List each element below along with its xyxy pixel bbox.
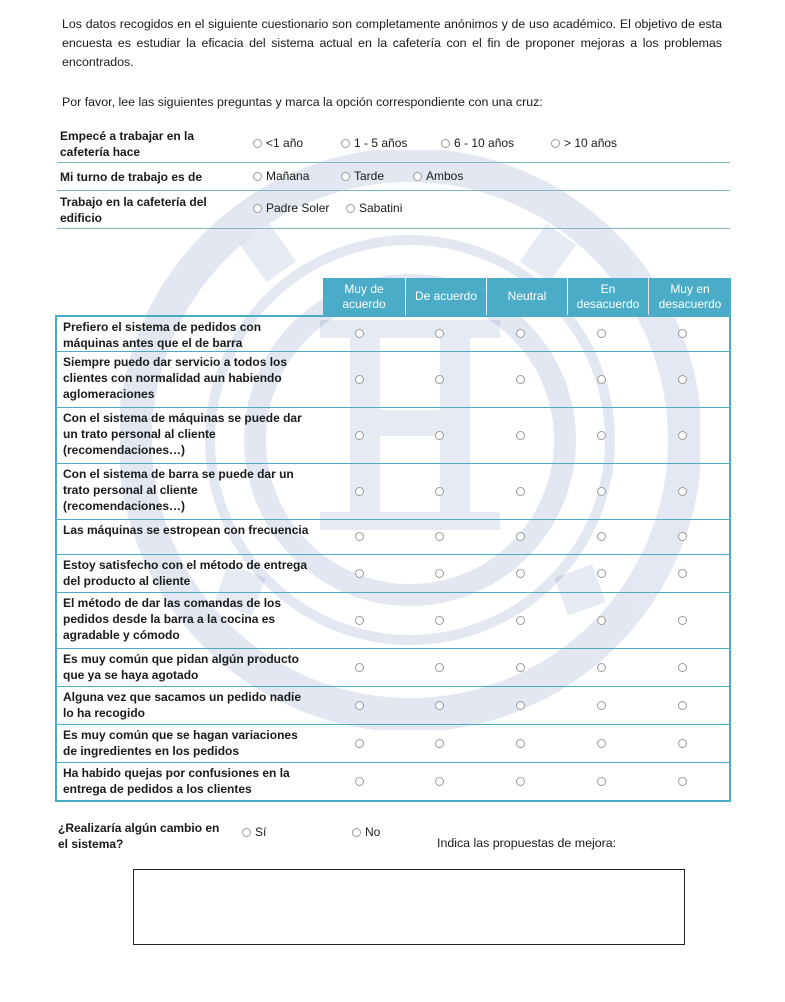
likert-radio-strongly-agree[interactable] bbox=[355, 532, 364, 541]
option-padre-soler[interactable]: Padre Soler bbox=[253, 201, 329, 215]
radio-icon[interactable] bbox=[253, 172, 262, 181]
info-row-building bbox=[57, 191, 730, 229]
likert-radio-neutral[interactable] bbox=[516, 487, 525, 496]
likert-question: Estoy satisfecho con el método de entrega del producto al cliente bbox=[63, 558, 308, 588]
header-neutral: Neutral bbox=[487, 278, 567, 315]
likert-radio-strongly-agree[interactable] bbox=[355, 739, 364, 748]
likert-question: Alguna vez que sacamos un pedido nadie lo ha recogido bbox=[63, 690, 302, 720]
likert-radio-strongly-agree[interactable] bbox=[355, 487, 364, 496]
likert-radio-strongly-agree[interactable] bbox=[355, 663, 364, 672]
likert-radio-agree[interactable] bbox=[435, 329, 444, 338]
likert-radio-disagree[interactable] bbox=[597, 663, 606, 672]
radio-icon[interactable] bbox=[413, 172, 422, 181]
likert-radio-strongly-disagree[interactable] bbox=[678, 569, 687, 578]
radio-icon[interactable] bbox=[341, 172, 350, 181]
likert-question: Prefiero el sistema de pedidos con máquinas antes que el de barra bbox=[63, 320, 262, 350]
likert-radio-agree[interactable] bbox=[435, 739, 444, 748]
likert-row bbox=[57, 649, 729, 687]
likert-radio-strongly-disagree[interactable] bbox=[678, 616, 687, 625]
likert-radio-strongly-agree[interactable] bbox=[355, 777, 364, 786]
likert-row bbox=[57, 520, 729, 555]
option-6-10-years[interactable]: 6 - 10 años bbox=[441, 136, 514, 150]
likert-row bbox=[57, 464, 729, 520]
likert-radio-agree[interactable] bbox=[435, 616, 444, 625]
likert-radio-strongly-disagree[interactable] bbox=[678, 431, 687, 440]
likert-radio-disagree[interactable] bbox=[597, 616, 606, 625]
likert-radio-neutral[interactable] bbox=[516, 375, 525, 384]
likert-radio-neutral[interactable] bbox=[516, 569, 525, 578]
likert-radio-disagree[interactable] bbox=[597, 777, 606, 786]
likert-radio-disagree[interactable] bbox=[597, 569, 606, 578]
likert-radio-disagree[interactable] bbox=[597, 375, 606, 384]
likert-row bbox=[57, 725, 729, 763]
likert-question: Siempre puedo dar servicio a todos los clientes con normalidad aun habiendo aglomeraciones bbox=[63, 355, 288, 401]
header-disagree: En desacuerdo bbox=[568, 278, 648, 315]
respondent-info-table bbox=[57, 126, 730, 229]
option-1-5-years[interactable]: 1 - 5 años bbox=[341, 136, 407, 150]
likert-radio-neutral[interactable] bbox=[516, 616, 525, 625]
likert-radio-strongly-agree[interactable] bbox=[355, 616, 364, 625]
change-question-label: ¿Realizaría algún cambio en el sistema? bbox=[58, 821, 220, 851]
likert-radio-disagree[interactable] bbox=[597, 739, 606, 748]
proposals-textarea[interactable] bbox=[133, 869, 685, 945]
likert-question: Ha habido quejas por confusiones en la entrega de pedidos a los clientes bbox=[63, 766, 290, 796]
radio-icon[interactable] bbox=[341, 139, 350, 148]
likert-body bbox=[55, 315, 731, 802]
info-row-shift bbox=[57, 163, 730, 191]
likert-radio-neutral[interactable] bbox=[516, 701, 525, 710]
likert-radio-strongly-agree[interactable] bbox=[355, 329, 364, 338]
likert-radio-agree[interactable] bbox=[435, 777, 444, 786]
likert-radio-disagree[interactable] bbox=[597, 329, 606, 338]
likert-question: Es muy común que se hagan variaciones de ingredientes en los pedidos bbox=[63, 728, 298, 758]
likert-radio-strongly-agree[interactable] bbox=[355, 701, 364, 710]
likert-radio-strongly-agree[interactable] bbox=[355, 431, 364, 440]
info-label-building: Trabajo en la cafetería del edificio bbox=[60, 195, 207, 225]
likert-radio-strongly-disagree[interactable] bbox=[678, 777, 687, 786]
likert-radio-neutral[interactable] bbox=[516, 431, 525, 440]
radio-icon[interactable] bbox=[346, 204, 355, 213]
likert-question: Las máquinas se estropean con frecuencia bbox=[63, 523, 309, 537]
instructions-paragraph: Por favor, lee las siguientes preguntas y marca la opción correspondiente con una cruz: bbox=[62, 95, 543, 109]
likert-radio-agree[interactable] bbox=[435, 487, 444, 496]
likert-radio-strongly-disagree[interactable] bbox=[678, 739, 687, 748]
likert-radio-strongly-agree[interactable] bbox=[355, 375, 364, 384]
likert-radio-disagree[interactable] bbox=[597, 487, 606, 496]
likert-radio-strongly-disagree[interactable] bbox=[678, 329, 687, 338]
likert-radio-strongly-agree[interactable] bbox=[355, 569, 364, 578]
radio-icon[interactable] bbox=[441, 139, 450, 148]
intro-paragraph: Los datos recogidos en el siguiente cuestionario son completamente anónimos y de uso académico. El objetivo de esta encuesta es estudiar la eficacia del sistema actual en la cafetería con el fin de proponer mejoras a los problemas encontrados. bbox=[62, 17, 722, 69]
likert-radio-disagree[interactable] bbox=[597, 431, 606, 440]
proposals-label: Indica las propuestas de mejora: bbox=[437, 836, 617, 850]
likert-radio-strongly-disagree[interactable] bbox=[678, 663, 687, 672]
header-agree: De acuerdo bbox=[406, 278, 486, 315]
likert-radio-strongly-disagree[interactable] bbox=[678, 375, 687, 384]
likert-radio-agree[interactable] bbox=[435, 701, 444, 710]
likert-radio-agree[interactable] bbox=[435, 569, 444, 578]
likert-radio-neutral[interactable] bbox=[516, 532, 525, 541]
likert-radio-agree[interactable] bbox=[435, 532, 444, 541]
option-both[interactable]: Ambos bbox=[413, 169, 463, 183]
header-strongly-disagree: Muy en desacuerdo bbox=[649, 278, 731, 315]
likert-row bbox=[57, 687, 729, 725]
header-strongly-agree: Muy de acuerdo bbox=[323, 278, 405, 315]
option-no[interactable]: No bbox=[352, 825, 380, 839]
likert-row bbox=[57, 408, 729, 464]
likert-radio-disagree[interactable] bbox=[597, 532, 606, 541]
info-label-start-date: Empecé a trabajar en la cafetería hace bbox=[60, 129, 195, 159]
likert-question: Con el sistema de máquinas se puede dar un trato personal al cliente (recomendaciones…) bbox=[63, 411, 302, 457]
option-afternoon[interactable]: Tarde bbox=[341, 169, 384, 183]
info-label-shift: Mi turno de trabajo es de bbox=[60, 170, 203, 184]
option-less-1-year[interactable]: <1 año bbox=[253, 136, 303, 150]
likert-radio-neutral[interactable] bbox=[516, 777, 525, 786]
likert-row bbox=[57, 555, 729, 593]
likert-question: Es muy común que pidan algún producto que ya se haya agotado bbox=[63, 652, 300, 682]
likert-row bbox=[57, 352, 729, 408]
likert-radio-neutral[interactable] bbox=[516, 329, 525, 338]
likert-header bbox=[55, 278, 731, 315]
option-morning[interactable]: Mañana bbox=[253, 169, 309, 183]
likert-radio-agree[interactable] bbox=[435, 431, 444, 440]
option-sabatini[interactable]: Sabatini bbox=[346, 201, 402, 215]
likert-radio-neutral[interactable] bbox=[516, 739, 525, 748]
radio-icon[interactable] bbox=[253, 204, 262, 213]
likert-row bbox=[57, 763, 729, 800]
likert-question: Con el sistema de barra se puede dar un trato personal al cliente (recomendaciones…) bbox=[63, 467, 294, 513]
likert-radio-agree[interactable] bbox=[435, 663, 444, 672]
likert-radio-neutral[interactable] bbox=[516, 663, 525, 672]
likert-radio-strongly-disagree[interactable] bbox=[678, 701, 687, 710]
radio-icon[interactable] bbox=[253, 139, 262, 148]
likert-radio-strongly-disagree[interactable] bbox=[678, 487, 687, 496]
info-row-start-date bbox=[57, 126, 730, 163]
likert-radio-strongly-disagree[interactable] bbox=[678, 532, 687, 541]
radio-icon[interactable] bbox=[551, 139, 560, 148]
likert-radio-disagree[interactable] bbox=[597, 701, 606, 710]
option-yes[interactable]: Sí bbox=[242, 825, 266, 839]
likert-table bbox=[55, 278, 731, 802]
radio-icon[interactable] bbox=[242, 828, 251, 837]
likert-row bbox=[57, 317, 729, 352]
likert-radio-agree[interactable] bbox=[435, 375, 444, 384]
likert-question: El método de dar las comandas de los pedidos desde la barra a la cocina es agradable y cómodo bbox=[63, 596, 282, 642]
likert-row bbox=[57, 593, 729, 649]
option-more-10-years[interactable]: > 10 años bbox=[551, 136, 617, 150]
radio-icon[interactable] bbox=[352, 828, 361, 837]
